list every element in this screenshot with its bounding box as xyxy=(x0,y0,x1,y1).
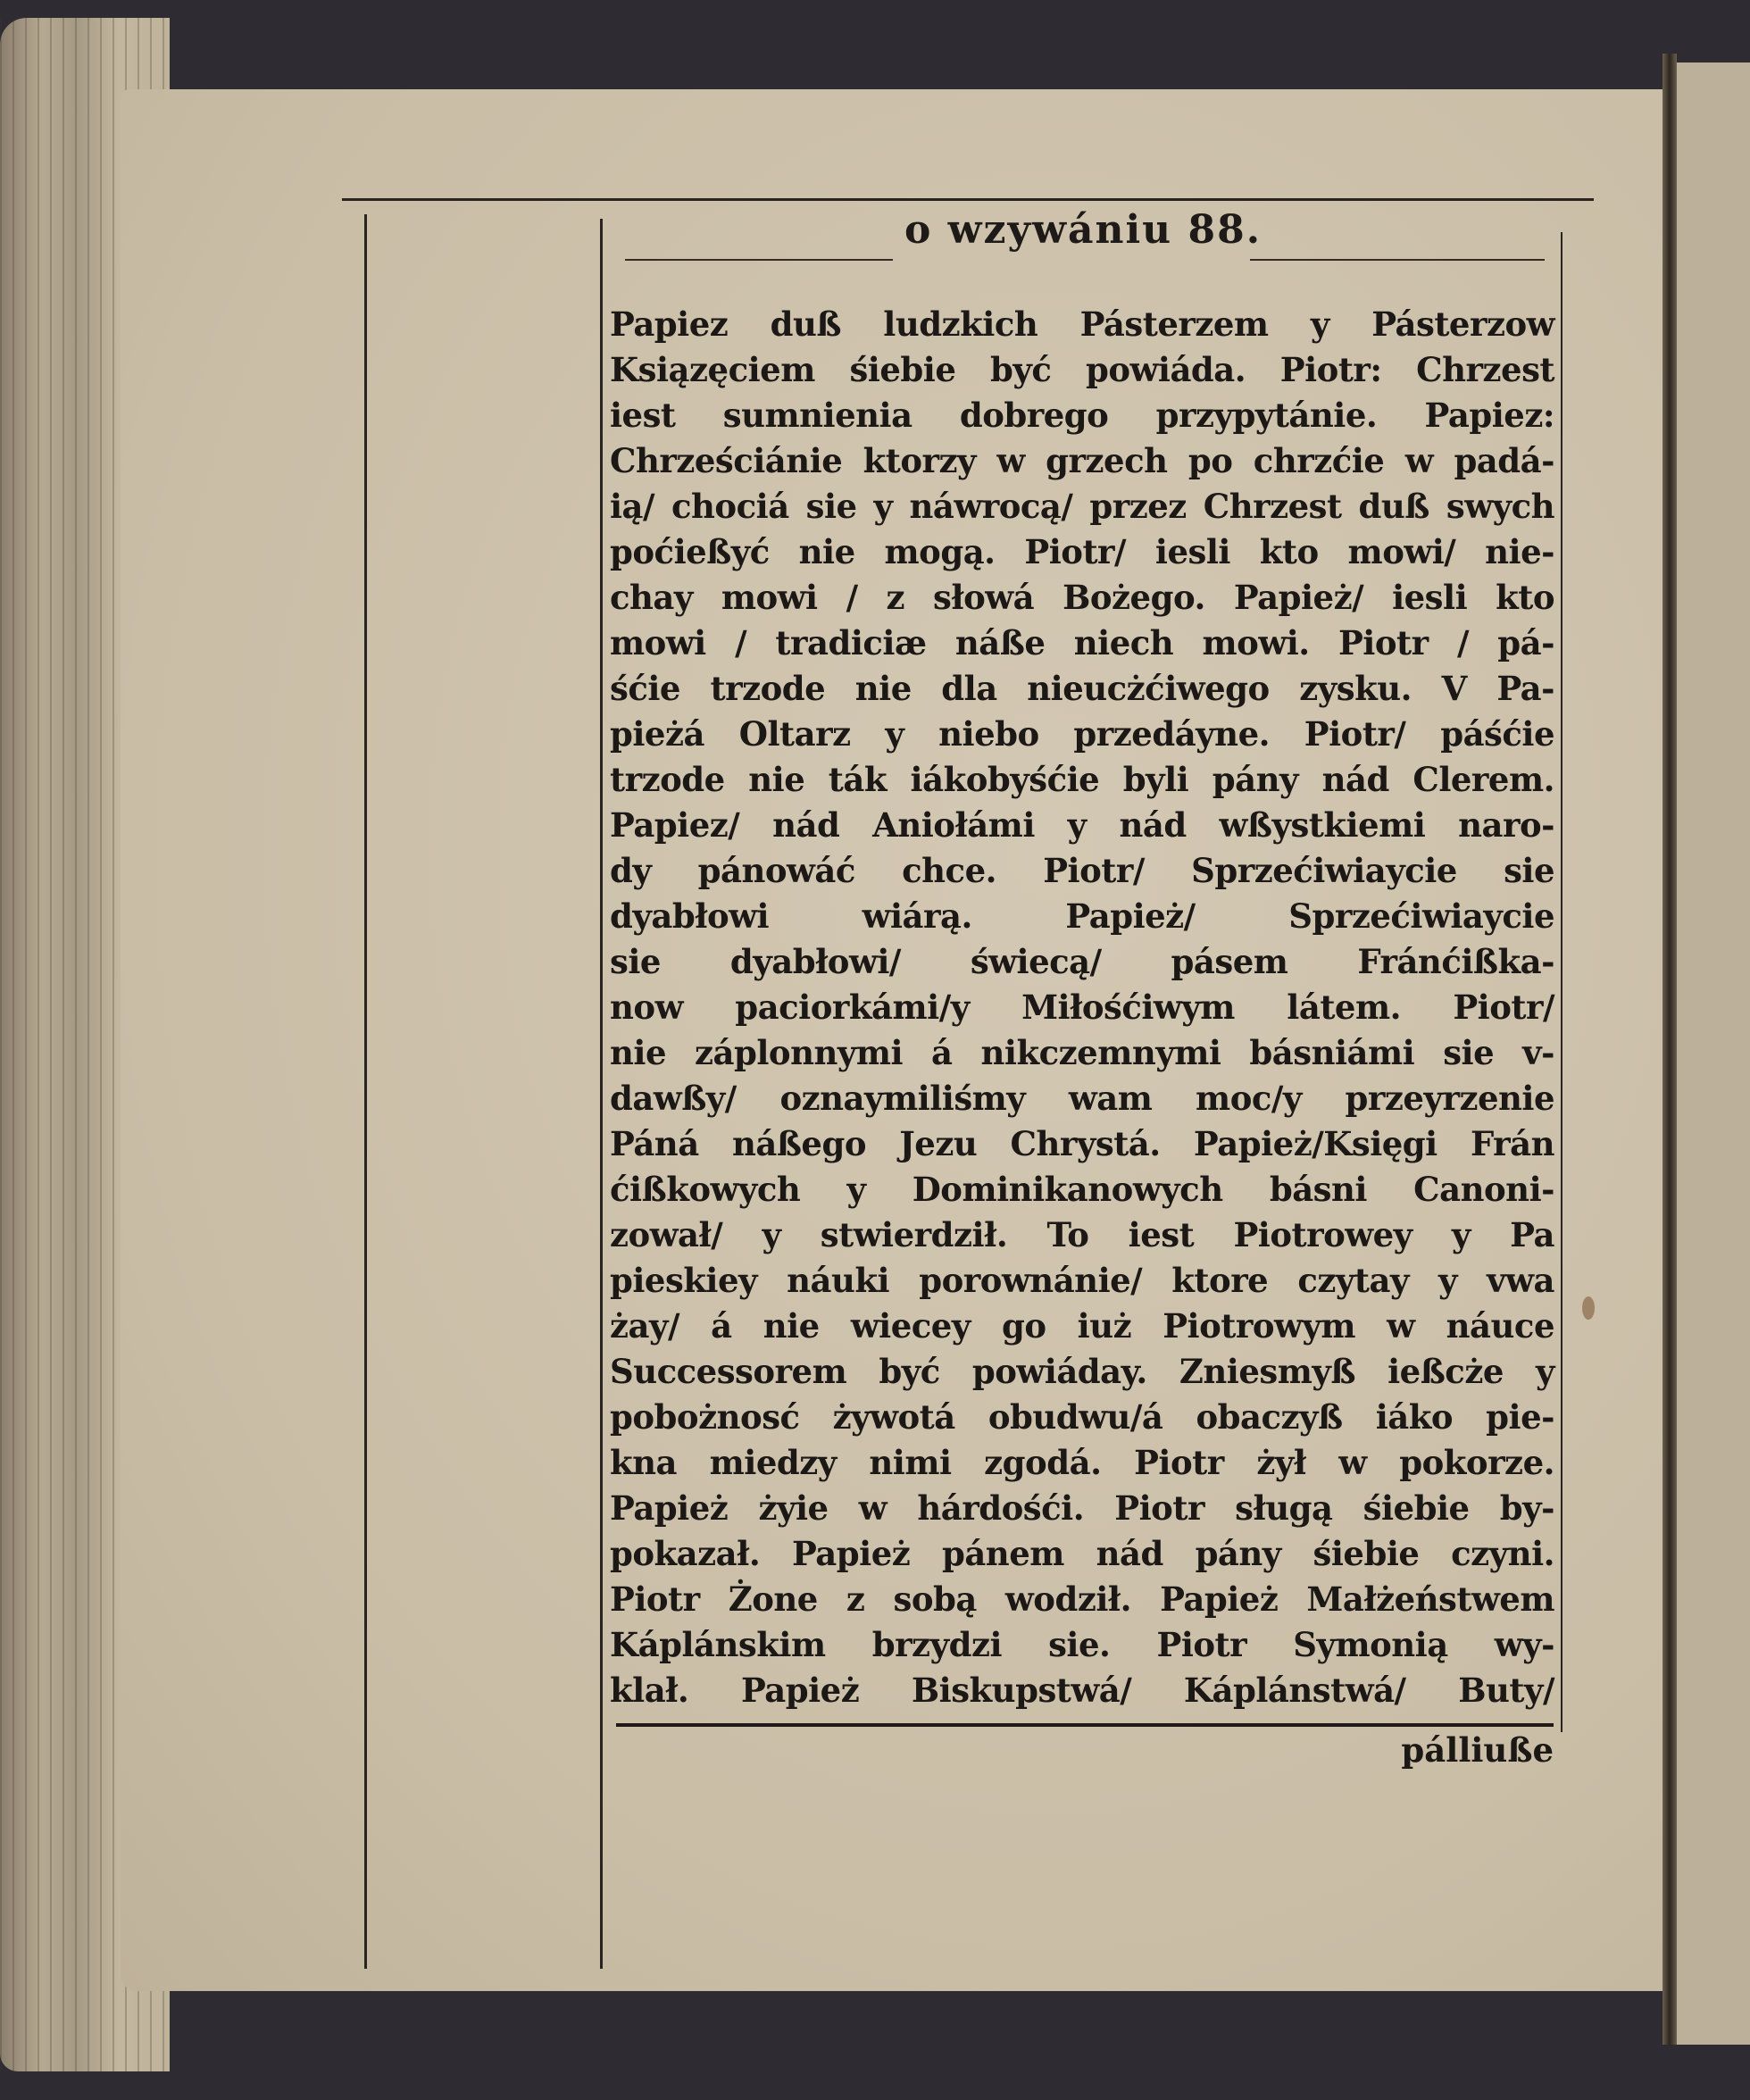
text-line: pieskiey náuki porownánie/ ktore czytay y vwa xyxy=(610,1261,1554,1300)
running-head: o wzywániu 88. xyxy=(904,207,1262,253)
text-line: Papież żyie w hárdośći. Piotr sługą śiebie by- xyxy=(610,1488,1554,1528)
facing-page-edge xyxy=(1677,62,1750,2045)
text-line: sie dyabłowi/ świecą/ pásem Fránćißka- xyxy=(610,942,1554,981)
right-text-rule xyxy=(1561,232,1562,1732)
text-line: iest sumnienia dobrego przypytánie. Papiez: xyxy=(610,396,1554,435)
text-line: Papiez/ nád Aniołámi y nád wßystkiemi naro- xyxy=(610,805,1554,845)
margin-rule-inner xyxy=(600,219,603,1969)
top-rule xyxy=(342,198,1594,201)
catchword: pálliuße xyxy=(1401,1730,1554,1770)
text-line: Ksiązęciem śiebie być powiáda. Piotr: Chrzest xyxy=(610,350,1554,389)
text-line: dawßy/ oznaymiliśmy wam moc/y przeyrzenie xyxy=(610,1079,1554,1118)
text-line: poćießyć nie mogą. Piotr/ iesli kto mowi/ nie- xyxy=(610,532,1554,571)
text-line: ćißkowych y Dominikanowych básni Canoni- xyxy=(610,1170,1554,1209)
text-line: chay mowi / z słowá Bożego. Papież/ iesli kto xyxy=(610,578,1554,617)
text-line: Successorem być powiáday. Zniesmyß ießcże y xyxy=(610,1352,1554,1391)
text-line: pokazał. Papież pánem nád pány śiebie czyni. xyxy=(610,1534,1554,1573)
text-line: Páná náßego Jezu Chrystá. Papież/Księgi Frán xyxy=(610,1124,1554,1163)
bottom-rule xyxy=(616,1723,1554,1727)
text-line: dy pánowáć chce. Piotr/ Sprzećiwiaycie sie xyxy=(610,851,1554,890)
text-line: Piotr Żone z sobą wodził. Papież Małżeństwem xyxy=(610,1579,1554,1619)
text-line: zował/ y stwierdził. To iest Piotrowey y Pa xyxy=(610,1215,1554,1254)
book-gutter xyxy=(1662,54,1677,2045)
text-line: trzode nie ták iákobyśćie byli pány nád Clerem. xyxy=(610,760,1554,799)
text-line: Káplánskim brzydzi sie. Piotr Symonią wy- xyxy=(610,1625,1554,1664)
text-line: now paciorkámi/y Miłośćiwym látem. Piotr/ xyxy=(610,988,1554,1027)
text-line: pieżá Oltarz y niebo przedáyne. Piotr/ páśćie xyxy=(610,714,1554,754)
header-rule-right xyxy=(1250,259,1545,261)
text-line: nie záplonnymi á nikczemnymi básniámi sie v- xyxy=(610,1033,1554,1072)
text-line: ią/ chociá sie y náwrocą/ przez Chrzest duß swych xyxy=(610,487,1554,526)
text-line: śćie trzode nie dla nieucżćiwego zysku. V Pa- xyxy=(610,669,1554,708)
text-line: mowi / tradiciæ náße niech mowi. Piotr / pá- xyxy=(610,623,1554,662)
header-rule-left xyxy=(625,259,893,261)
text-line: żay/ á nie wiecey go iuż Piotrowym w náuce xyxy=(610,1306,1554,1346)
text-line: klał. Papież Biskupstwá/ Káplánstwá/ Buty/ xyxy=(610,1671,1554,1710)
paper-stain xyxy=(1582,1296,1595,1320)
text-line: Chrześciánie ktorzy w grzech po chrzćie w padá- xyxy=(610,441,1554,480)
body-text xyxy=(610,302,1554,1713)
margin-rule-outer xyxy=(364,214,367,1969)
text-line: Papiez duß ludzkich Pásterzem y Pásterzow xyxy=(610,304,1554,344)
text-line: kna miedzy nimi zgodá. Piotr żył w pokorze. xyxy=(610,1443,1554,1482)
text-line: pobożnosć żywotá obudwu/á obaczyß iáko pie- xyxy=(610,1397,1554,1437)
text-line: dyabłowi wiárą. Papież/ Sprzećiwiaycie xyxy=(610,896,1554,936)
